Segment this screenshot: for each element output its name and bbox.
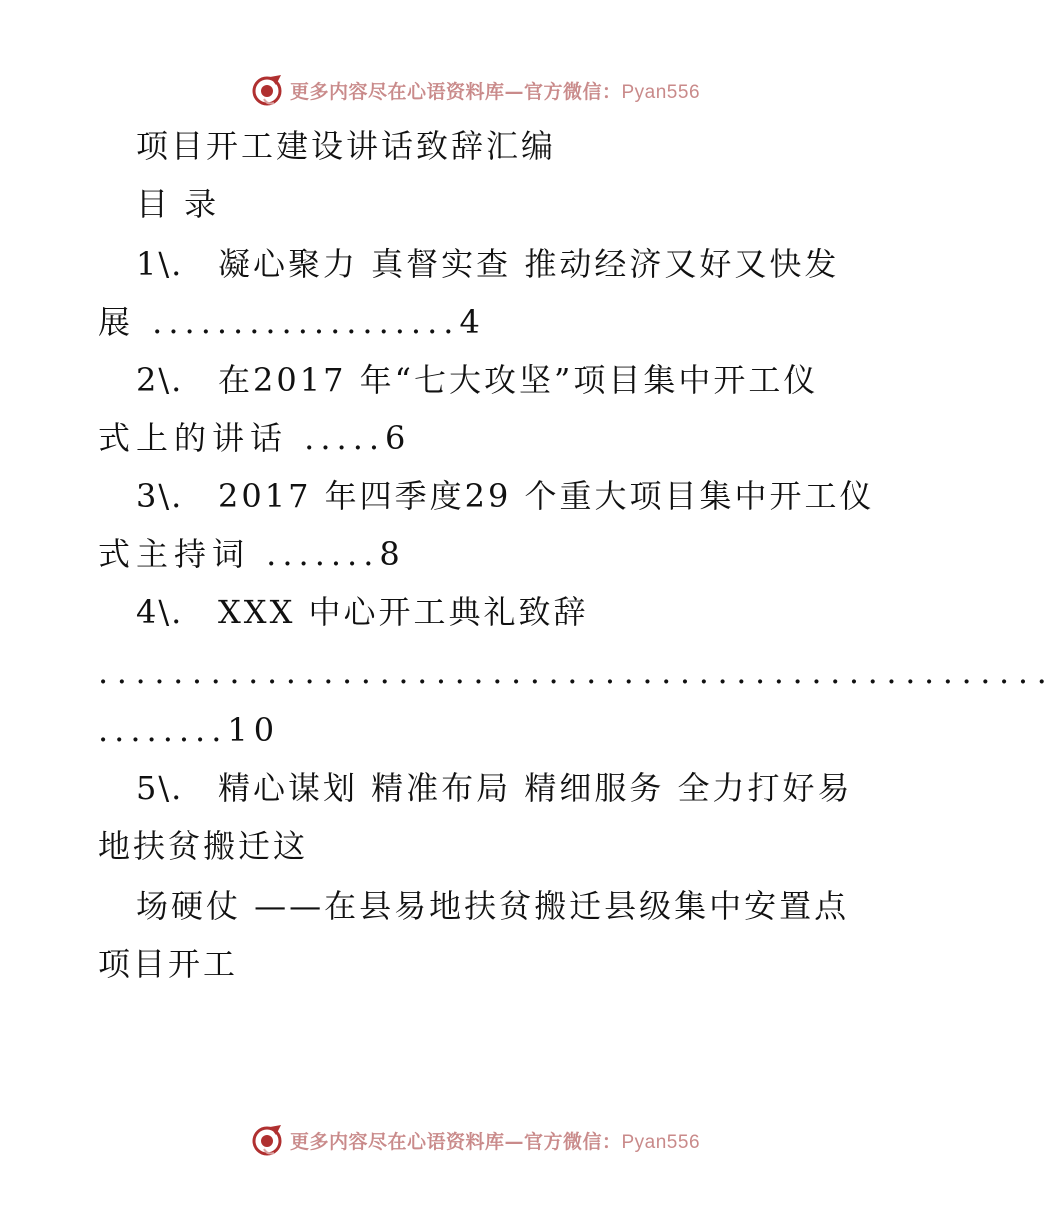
body-paragraph-line2: 项目开工 (98, 945, 239, 983)
toc-entry-4-number: 4\. (136, 593, 184, 631)
toc-entry-5-line1 (136, 768, 853, 808)
body-paragraph-line1: 场硬仗 ——在县易地扶贫搬迁县级集中安置点 (136, 887, 850, 925)
toc-entry-1-line1 (136, 244, 839, 284)
toc-entry-5-title: 精心谋划 精准布局 精细服务 全力打好易 (218, 769, 853, 807)
toc-entry-3-title: 2017 年四季度29 个重大项目集中开工仪 (218, 477, 875, 515)
toc-entry-2-line1 (136, 360, 818, 400)
document-title: 项目开工建设讲话致辞汇编 (136, 127, 557, 165)
watermark-logo-icon (250, 1123, 284, 1157)
watermark-header (0, 70, 950, 110)
toc-entry-4-line1 (136, 592, 589, 632)
toc-entry-3-line2: 式主持词 .......8 (98, 535, 406, 573)
toc-entry-1-line2: 展 ...................4 (98, 303, 486, 341)
toc-entry-3-line1 (136, 476, 875, 516)
watermark-wechat-id: Pyan556 (621, 81, 701, 103)
toc-entry-2-title: 在2017 年“七大攻坚”项目集中开工仪 (218, 361, 819, 399)
toc-entry-2-number: 2\. (136, 361, 184, 399)
toc-entry-5-line2: 地扶贫搬迁这 (98, 827, 309, 865)
watermark-caption: 更多内容尽在心语资料库—官方微信： (289, 1130, 622, 1153)
toc-entry-2-line2: 式上的讲话 .....6 (98, 419, 412, 457)
watermark-logo-icon (250, 73, 284, 107)
toc-entry-3-number: 3\. (136, 477, 184, 515)
toc-entry-4-line3: ........10 (98, 711, 281, 749)
toc-heading: 目 录 (136, 185, 220, 223)
toc-entry-5-number: 5\. (136, 769, 184, 807)
watermark-text (290, 77, 700, 104)
watermark-text (290, 1127, 700, 1154)
toc-entry-4-line2: ................................................... (98, 653, 1055, 691)
toc-entry-1-number: 1\. (136, 245, 184, 283)
toc-entry-1-title: 凝心聚力 真督实查 推动经济又好又快发 (218, 245, 840, 283)
watermark-footer (0, 1120, 950, 1160)
watermark-caption: 更多内容尽在心语资料库—官方微信： (289, 80, 622, 103)
toc-entry-4-title: XXX 中心开工典礼致辞 (218, 593, 589, 631)
watermark-wechat-id: Pyan556 (621, 1131, 701, 1153)
